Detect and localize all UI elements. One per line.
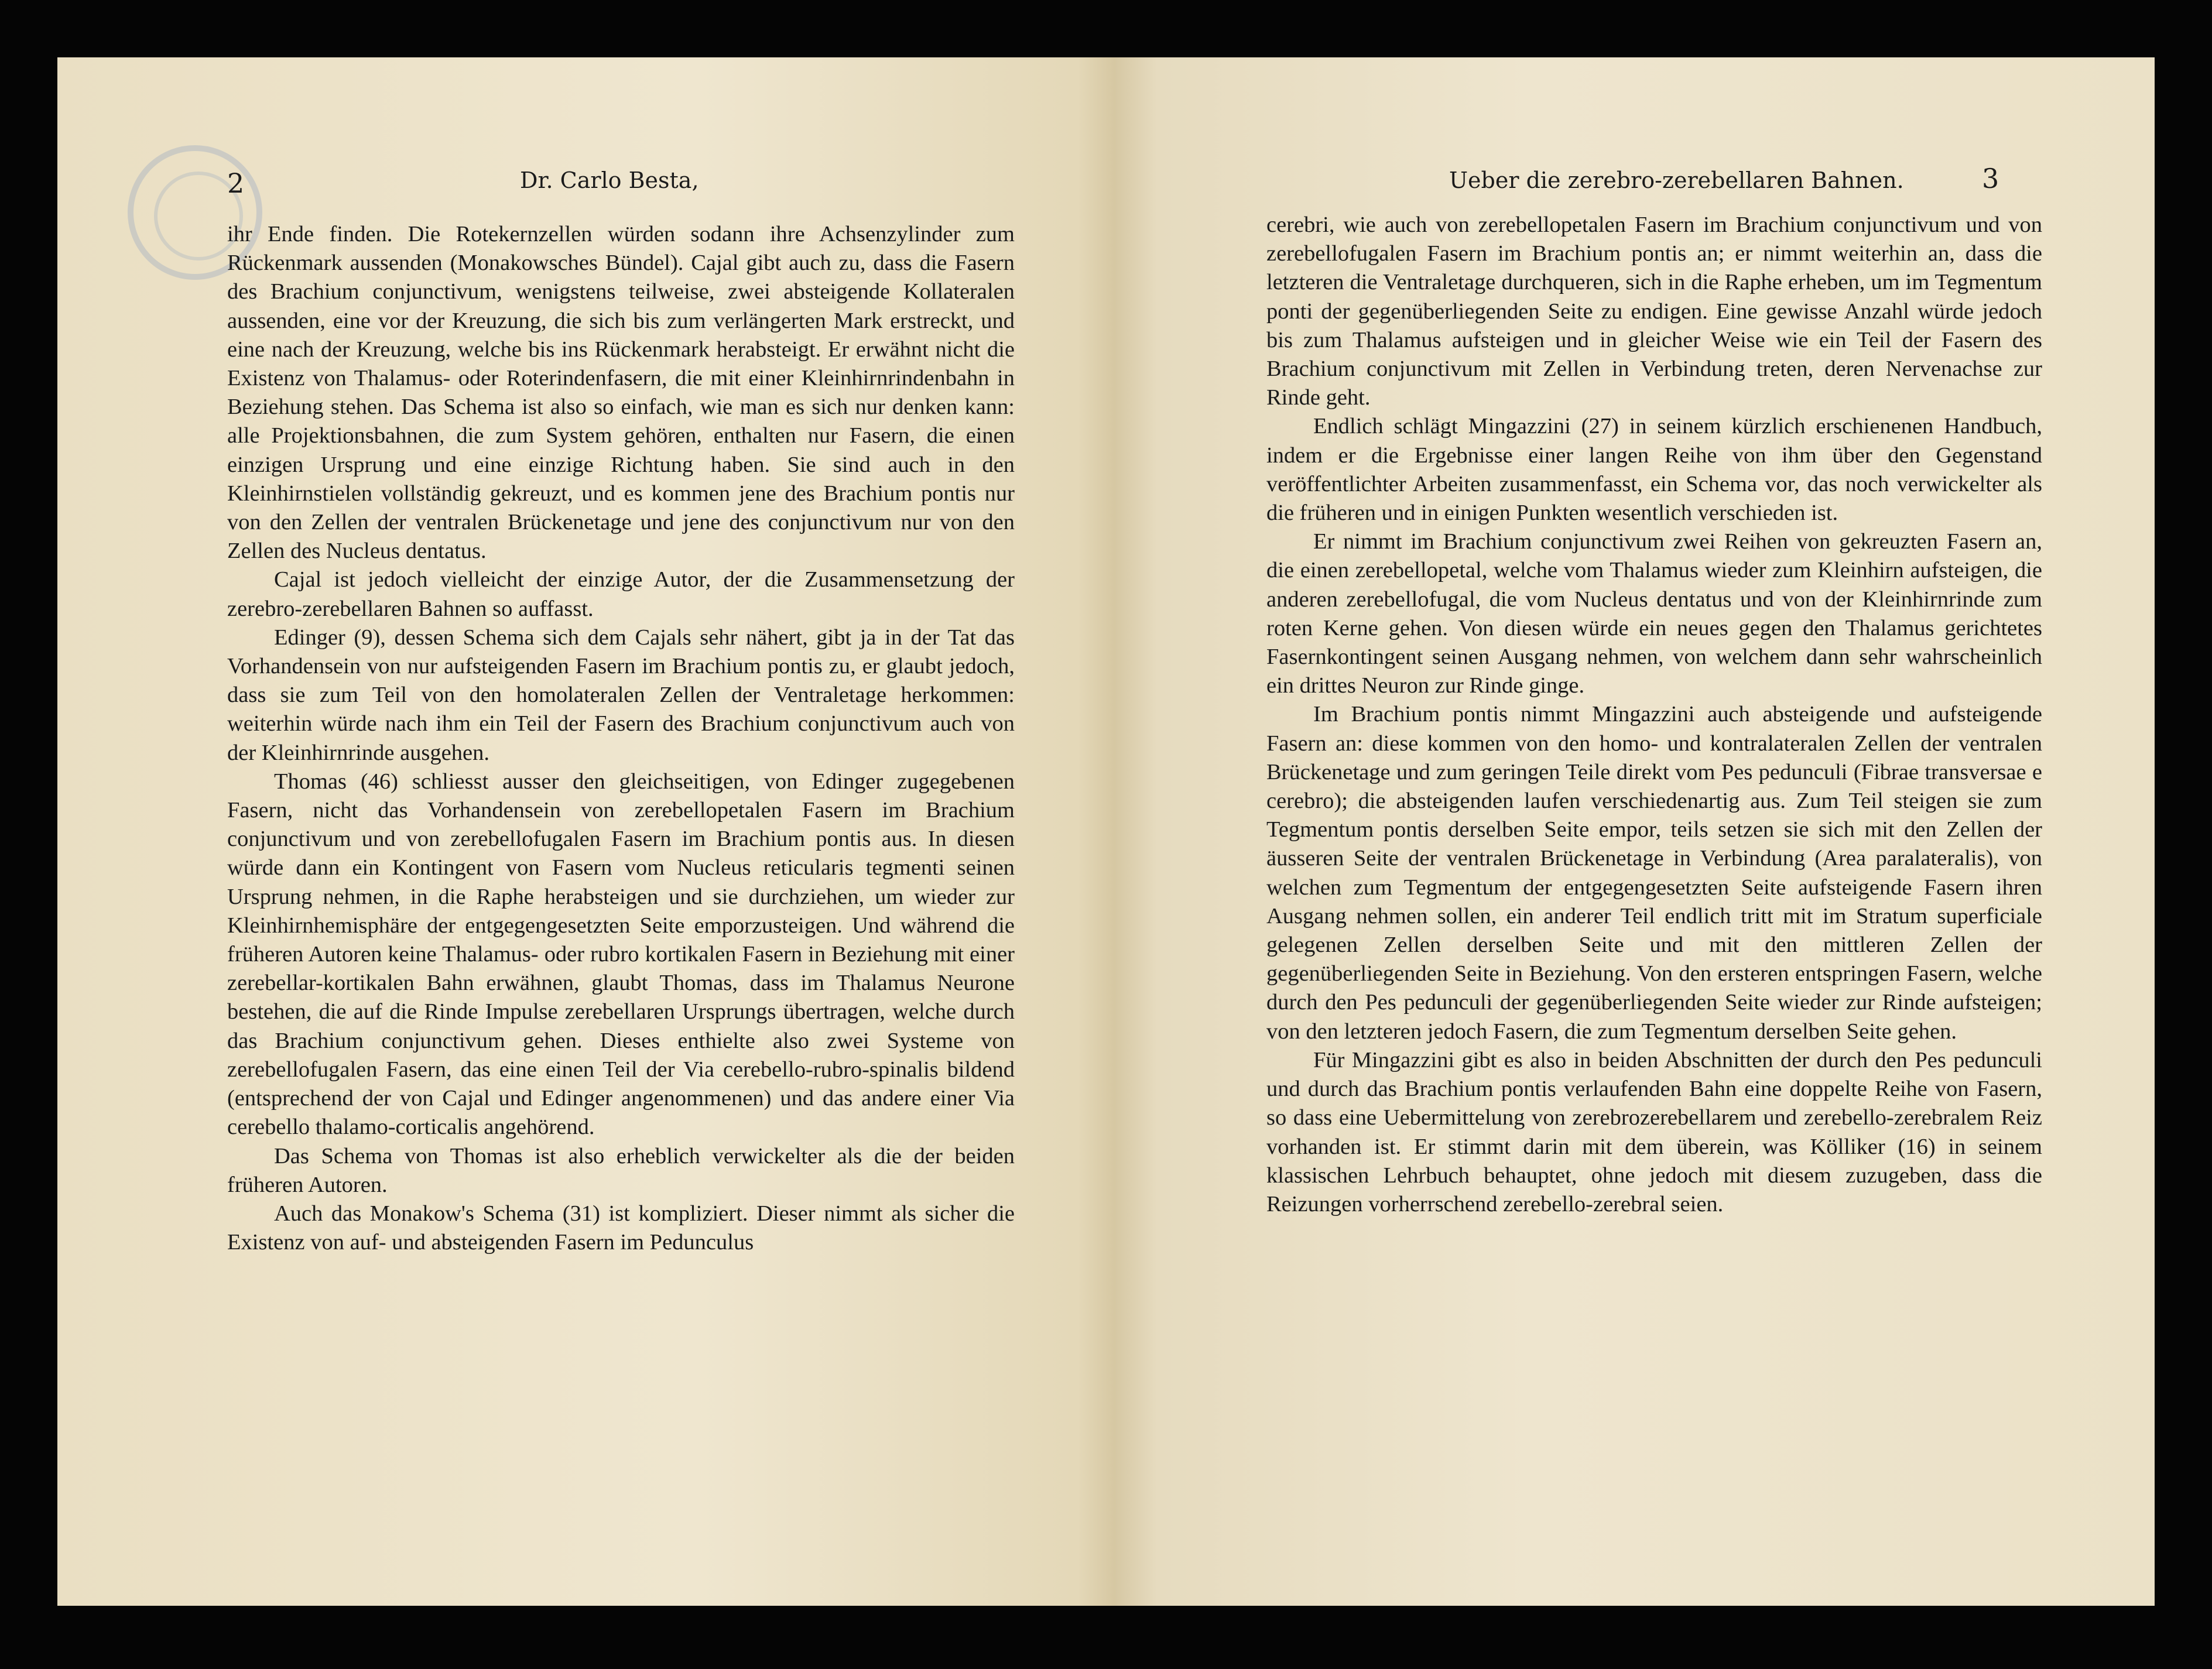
left-running-head: Dr. Carlo Besta, xyxy=(520,167,699,193)
paragraph: Das Schema von Thomas ist also erheblich verwickelter als die der beiden früheren Autoren. xyxy=(227,1143,1015,1197)
paragraph: Edinger (9), dessen Schema sich dem Cajals sehr nähert, gibt ja in der Tat das Vorhandensein von nur aufsteigenden Fasern im Brachium pontis zu, er glaubt jedoch, dass sie zum Teil von den homolateralen Zellen der Ventraletage herkommen: weiterhin würde nach ihm ein Teil der Fasern des Brachium conjunctivum auch von der Kleinhirnrinde ausgehen. xyxy=(227,625,1015,765)
left-page xyxy=(57,57,1120,1606)
paragraph: Im Brachium pontis nimmt Mingazzini auch absteigende und aufsteigende Fasern an: diese kommen von den homo- und kontralateralen Zellen der ventralen Brückenetage und zum geringen Teile direkt vom Pes pedunculi (Fibrae transversae e cerebro); die absteigenden laufen verschiedenartig aus. Zum Teil steigen sie zum Tegmentum pontis derselben Seite empor, teils setzen sie sich mit den Zellen der äusseren Seite der ventralen Brückenetage in Verbindung (Area paralateralis), von welchen zum Tegmentum der entgegengesetzten Seite aufsteigende Fasern ihren Ausgang nehmen sollen, ein anderer Teil endlich tritt mit im Stratum superficiale gelegenen Zellen derselben Seite und mit den mittleren Zellen der gegenüberliegenden Seite in Beziehung. Von den ersteren entspringen Fasern, welche durch den Pes pedunculi der gegenüberliegenden Seite wieder zur Rinde aufsteigen; von den letzteren jedoch Fasern, die zum Tegmentum derselben Seite gehen. xyxy=(1266,702,2042,1044)
paragraph: Er nimmt im Brachium conjunctivum zwei Reihen von gekreuzten Fasern an, die einen zerebellopetal, welche vom Thalamus wieder zum Kleinhirn aufsteigen, die anderen zerebellofugal, die vom Nucleus dentatus und von der Kleinhirnrinde zum roten Kerne gehen. Von diesen würde ein neues gegen den Thalamus gerichtetes Fasernkontingent seinen Ausgang nehmen, von welchem dann sehr wahrscheinlich ein drittes Neuron zur Rinde ginge. xyxy=(1266,529,2042,698)
paragraph: Für Mingazzini gibt es also in beiden Abschnitten der durch den Pes pedunculi und durch das Brachium pontis verlaufenden Bahn eine doppelte Reihe von Fasern, so dass eine Uebermittelung von zerebrozerebellarem und zerebello-zerebralem Reiz vorhanden ist. Er stimmt darin mit dem überein, was Kölliker (16) in seinem klassischen Lehrbuch behauptet, ohne jedoch mit diesem zuzugeben, dass die Reizungen vorherrschend zerebello-zerebral seien. xyxy=(1266,1047,2042,1216)
paragraph: Auch das Monakow's Schema (31) ist kompliziert. Dieser nimmt als sicher die Existenz von auf- und absteigenden Fasern im Pedunculus xyxy=(227,1201,1015,1255)
left-page-number: 2 xyxy=(227,167,245,199)
left-page-text xyxy=(227,220,1015,1257)
paragraph: Endlich schlägt Mingazzini (27) in seinem kürzlich erschienenen Handbuch, indem er die Ergebnisse einer langen Reihe von ihm über den Gegenstand veröffentlichter Arbeiten zusammenfasst, ein Schema vor, das noch verwickelter als die früheren und in einigen Punkten wesentlich verschieden ist. xyxy=(1266,414,2042,526)
paragraph: Cajal ist jedoch vielleicht der einzige Autor, der die Zusammensetzung der zerebro-zerebellaren Bahnen so auffasst. xyxy=(227,567,1015,621)
right-running-head: Ueber die zerebro-zerebellaren Bahnen. xyxy=(1449,167,1904,193)
right-page-number: 3 xyxy=(1982,163,1999,194)
right-page-text xyxy=(1266,211,2042,1219)
paragraph: ihr Ende finden. Die Rotekernzellen würden sodann ihre Achsenzylinder zum Rückenmark aussenden (Monakowsches Bündel). Cajal gibt auch zu, dass die Fasern des Brachium conjunctivum, wenigstens teilweise, zwei absteigende Kollateralen aussenden, eine vor der Kreuzung, die sich bis zum verlängerten Mark erstreckt, und eine nach der Kreuzung, welche bis ins Rückenmark herabsteigt. Er erwähnt nicht die Existenz von Thalamus- oder Roterindenfasern, die mit einer Kleinhirnrindenbahn in Beziehung stehen. Das Schema ist also so einfach, wie man es sich nur denken kann: alle Projektionsbahnen, die zum System gehören, enthalten nur Fasern, die einen einzigen Ursprung und eine einzige Richtung haben. Sie sind auch in den Kleinhirnstielen vollständig gekreuzt, und es kommen jene des Brachium pontis nur von den Zellen der ventralen Brückenetage und jene des conjunctivum nur von den Zellen des Nucleus dentatus. xyxy=(227,222,1015,564)
paragraph: Thomas (46) schliesst ausser den gleichseitigen, von Edinger zugegebenen Fasern, nicht das Vorhandensein von zerebellopetalen Fasern im Brachium conjunctivum und von zerebellofugalen Fasern im Brachium pontis aus. In diesen würde dann ein Kontingent von Fasern vom Nucleus reticularis tegmenti seinen Ursprung nehmen, in die Raphe herabsteigen und sie durchziehen, um wieder zur Kleinhirnhemisphäre der entgegengesetzten Seite emporzusteigen. Und während die früheren Autoren keine Thalamus- oder rubro kortikalen Fasern in Beziehung mit einer zerebellar-kortikalen Bahn erwähnen, glaubt Thomas, dass im Thalamus Neurone bestehen, die auf die Rinde Impulse zerebellaren Ursprungs übertragen, welche durch das Brachium conjunctivum gehen. Dieses enthielte also zwei Systeme von zerebellofugalen Fasern, das eine einen Teil der Via cerebello-rubro-spinalis bildend (entsprechend der von Cajal und Edinger angenommenen) und das andere einer Via cerebello thalamo-corticalis angehörend. xyxy=(227,769,1015,1140)
paragraph: cerebri, wie auch von zerebellopetalen Fasern im Brachium conjunctivum und von zerebellofugalen Fasern im Brachium pontis an; er nimmt weiterhin an, dass die letzteren die Ventraletage durchqueren, sich in die Raphe erheben, um im Tegmentum ponti der gegenüberliegenden Seite zu endigen. Eine gewisse Anzahl würde jedoch bis zum Thalamus aufsteigen und in gleicher Weise wie ein Teil der Fasern des Brachium conjunctivum mit Zellen in Verbindung treten, deren Nervenachse zur Rinde geht. xyxy=(1266,213,2042,410)
right-page xyxy=(1115,57,2155,1606)
